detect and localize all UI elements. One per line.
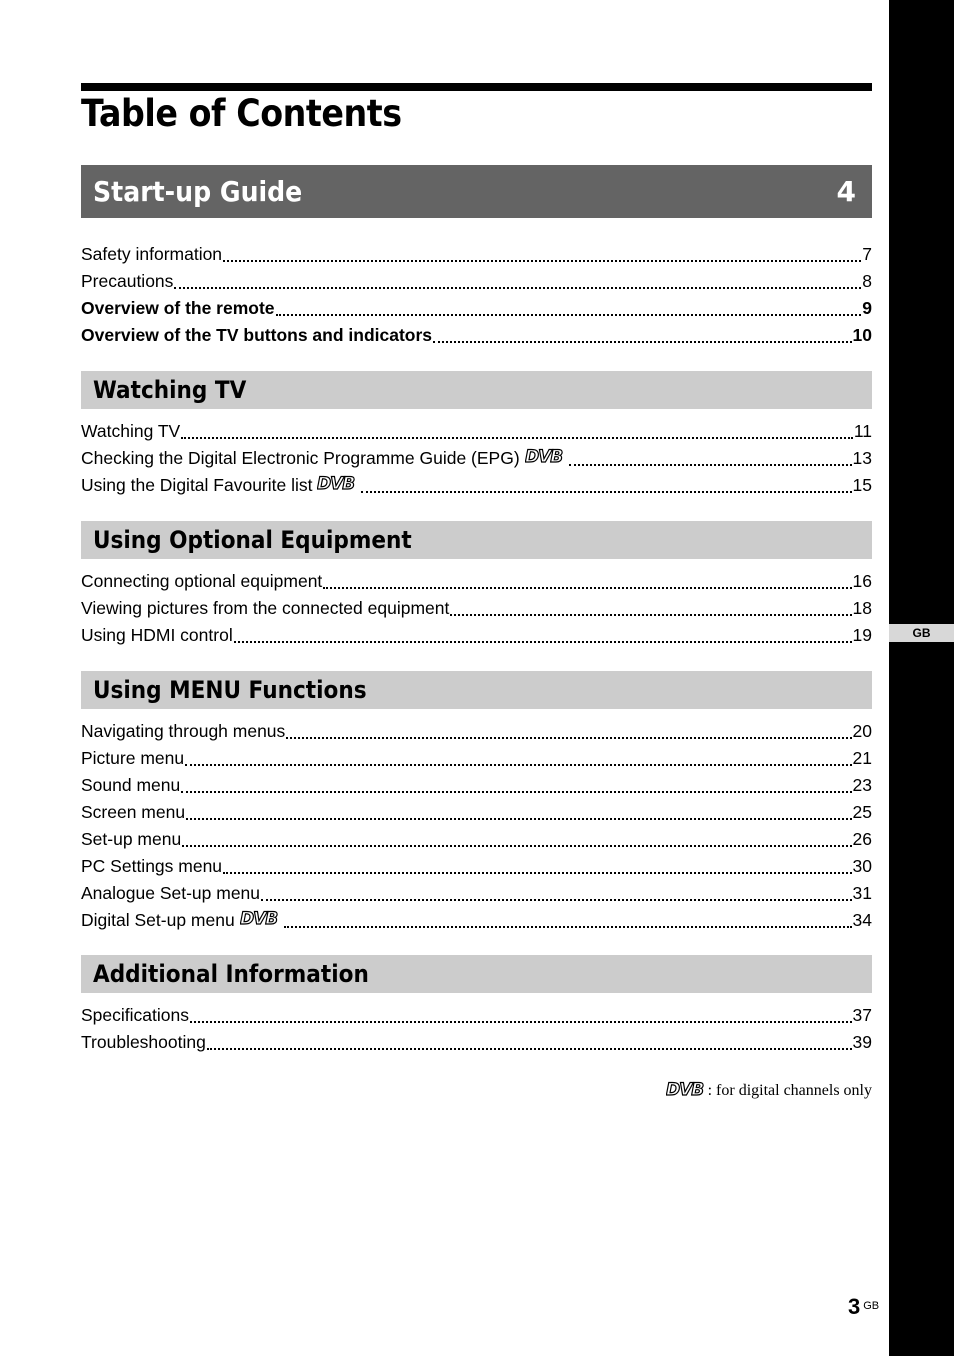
toc-entry[interactable] — [81, 1029, 872, 1056]
toc-entry-page: 23 — [852, 775, 872, 795]
svg-text:DVB: DVB — [524, 447, 562, 464]
toc-list-start-up-guide — [81, 241, 872, 349]
legend-text: : for digital channels only — [707, 1082, 872, 1099]
dot-leader — [186, 818, 851, 820]
toc-entry-label: Overview of the remote — [81, 298, 275, 318]
page-number — [848, 1294, 879, 1320]
toc-entry[interactable] — [81, 907, 872, 934]
toc-entry[interactable] — [81, 1002, 872, 1029]
section-page: 4 — [836, 175, 856, 208]
dvb-logo-icon — [317, 472, 355, 499]
toc-entry-label: Analogue Set-up menu — [81, 883, 261, 903]
toc-entry[interactable] — [81, 295, 872, 322]
toc-entry[interactable] — [81, 268, 872, 295]
svg-text:DVB: DVB — [239, 909, 277, 926]
toc-entry[interactable] — [81, 418, 872, 445]
dot-leader — [207, 1048, 852, 1050]
toc-entry-label: Overview of the TV buttons and indicators — [81, 325, 433, 345]
toc-entry-label: Viewing pictures from the connected equipment — [81, 598, 450, 618]
dot-leader — [182, 845, 851, 847]
svg-text:DVB: DVB — [665, 1080, 703, 1097]
toc-entry-page: 16 — [852, 571, 872, 591]
toc-entry-label: Screen menu — [81, 802, 186, 822]
toc-entry-label: Safety information — [81, 244, 223, 264]
toc-entry-page: 19 — [852, 625, 872, 645]
toc-entry[interactable] — [81, 745, 872, 772]
toc-entry[interactable] — [81, 241, 872, 268]
toc-list-using-menu-functions — [81, 718, 872, 934]
toc-entry[interactable] — [81, 718, 872, 745]
toc-entry-page: 10 — [852, 325, 872, 345]
toc-entry-page: 37 — [852, 1005, 872, 1025]
toc-entry-label: Watching TV — [81, 421, 181, 441]
section-header-watching-tv[interactable] — [81, 371, 872, 409]
toc-entry[interactable] — [81, 880, 872, 907]
toc-entry[interactable] — [81, 826, 872, 853]
toc-entry-page: 13 — [852, 448, 872, 468]
toc-entry-page: 21 — [852, 748, 872, 768]
toc-entry-page: 9 — [862, 298, 872, 318]
toc-entry-page: 20 — [852, 721, 872, 741]
dot-leader — [361, 491, 851, 493]
toc-entry-label: Precautions — [81, 271, 174, 291]
dot-leader — [569, 464, 852, 466]
toc-entry[interactable] — [81, 595, 872, 622]
dot-leader — [261, 899, 852, 901]
page-title: Table of Contents — [81, 92, 402, 135]
dvb-logo-icon — [240, 907, 278, 934]
toc-entry-page: 26 — [852, 829, 872, 849]
toc-entry-page: 11 — [853, 421, 872, 441]
dot-leader — [223, 872, 851, 874]
toc-entry-page: 25 — [852, 802, 872, 822]
dot-leader — [276, 314, 862, 316]
toc-list-additional-information — [81, 1002, 872, 1056]
dot-leader — [190, 1021, 852, 1023]
side-strip — [889, 0, 954, 1356]
dot-leader — [323, 587, 851, 589]
toc-entry[interactable] — [81, 772, 872, 799]
toc-entry-label: Picture menu — [81, 748, 185, 768]
toc-entry[interactable] — [81, 472, 872, 499]
toc-entry[interactable] — [81, 799, 872, 826]
dot-leader — [286, 737, 851, 739]
dot-leader — [284, 926, 852, 928]
dvb-logo-icon — [666, 1080, 704, 1102]
dot-leader — [185, 764, 851, 766]
title-rule — [81, 83, 872, 91]
page-number-suffix: GB — [863, 1300, 880, 1312]
dvb-logo-icon — [525, 445, 563, 472]
svg-text:DVB: DVB — [317, 474, 355, 491]
toc-entry-label: PC Settings menu — [81, 856, 223, 876]
toc-entry[interactable] — [81, 568, 872, 595]
dot-leader — [450, 614, 851, 616]
toc-entry-page: 30 — [852, 856, 872, 876]
toc-entry-label: Sound menu — [81, 775, 181, 795]
section-header-additional-information[interactable] — [81, 955, 872, 993]
toc-entry-page: 39 — [852, 1032, 872, 1052]
toc-entry[interactable] — [81, 445, 872, 472]
toc-entry[interactable] — [81, 853, 872, 880]
language-tab: GB — [889, 624, 954, 642]
toc-entry-label: Navigating through menus — [81, 721, 286, 741]
dot-leader — [234, 641, 852, 643]
section-header-start-up-guide[interactable] — [81, 165, 872, 218]
toc-entry-label: Checking the Digital Electronic Programme Guide (EPG) — [81, 448, 520, 468]
toc-list-watching-tv — [81, 418, 872, 499]
section-header-using-optional-equipment[interactable] — [81, 521, 872, 559]
toc-entry[interactable] — [81, 622, 872, 649]
dot-leader — [181, 437, 853, 439]
dot-leader — [181, 791, 851, 793]
toc-entry-label: Connecting optional equipment — [81, 571, 323, 591]
toc-entry-page: 31 — [852, 883, 872, 903]
toc-entry-label: Using HDMI control — [81, 625, 233, 645]
toc-entry-label: Digital Set-up menu — [81, 910, 235, 930]
toc-entry-page: 34 — [852, 910, 872, 930]
toc-entry[interactable] — [81, 322, 872, 349]
section-header-using-menu-functions[interactable] — [81, 671, 872, 709]
section-title: Using MENU Functions — [93, 676, 367, 704]
page-number-value: 3 — [848, 1294, 861, 1319]
dot-leader — [174, 287, 861, 289]
toc-entry-page: 8 — [862, 271, 872, 291]
section-title: Start-up Guide — [93, 175, 303, 208]
toc-entry-page: 18 — [852, 598, 872, 618]
toc-entry-page: 7 — [862, 244, 872, 264]
section-title: Watching TV — [93, 376, 247, 404]
dot-leader — [223, 260, 861, 262]
toc-entry-label: Troubleshooting — [81, 1032, 206, 1052]
toc-entry-page: 15 — [852, 475, 872, 495]
toc-list-using-optional-equipment — [81, 568, 872, 649]
toc-entry-label: Set-up menu — [81, 829, 182, 849]
dot-leader — [433, 341, 852, 343]
dvb-legend — [661, 1080, 872, 1102]
section-title: Using Optional Equipment — [93, 526, 412, 554]
toc-entry-label: Using the Digital Favourite list — [81, 475, 313, 495]
section-title: Additional Information — [93, 960, 369, 988]
toc-entry-label: Specifications — [81, 1005, 189, 1025]
